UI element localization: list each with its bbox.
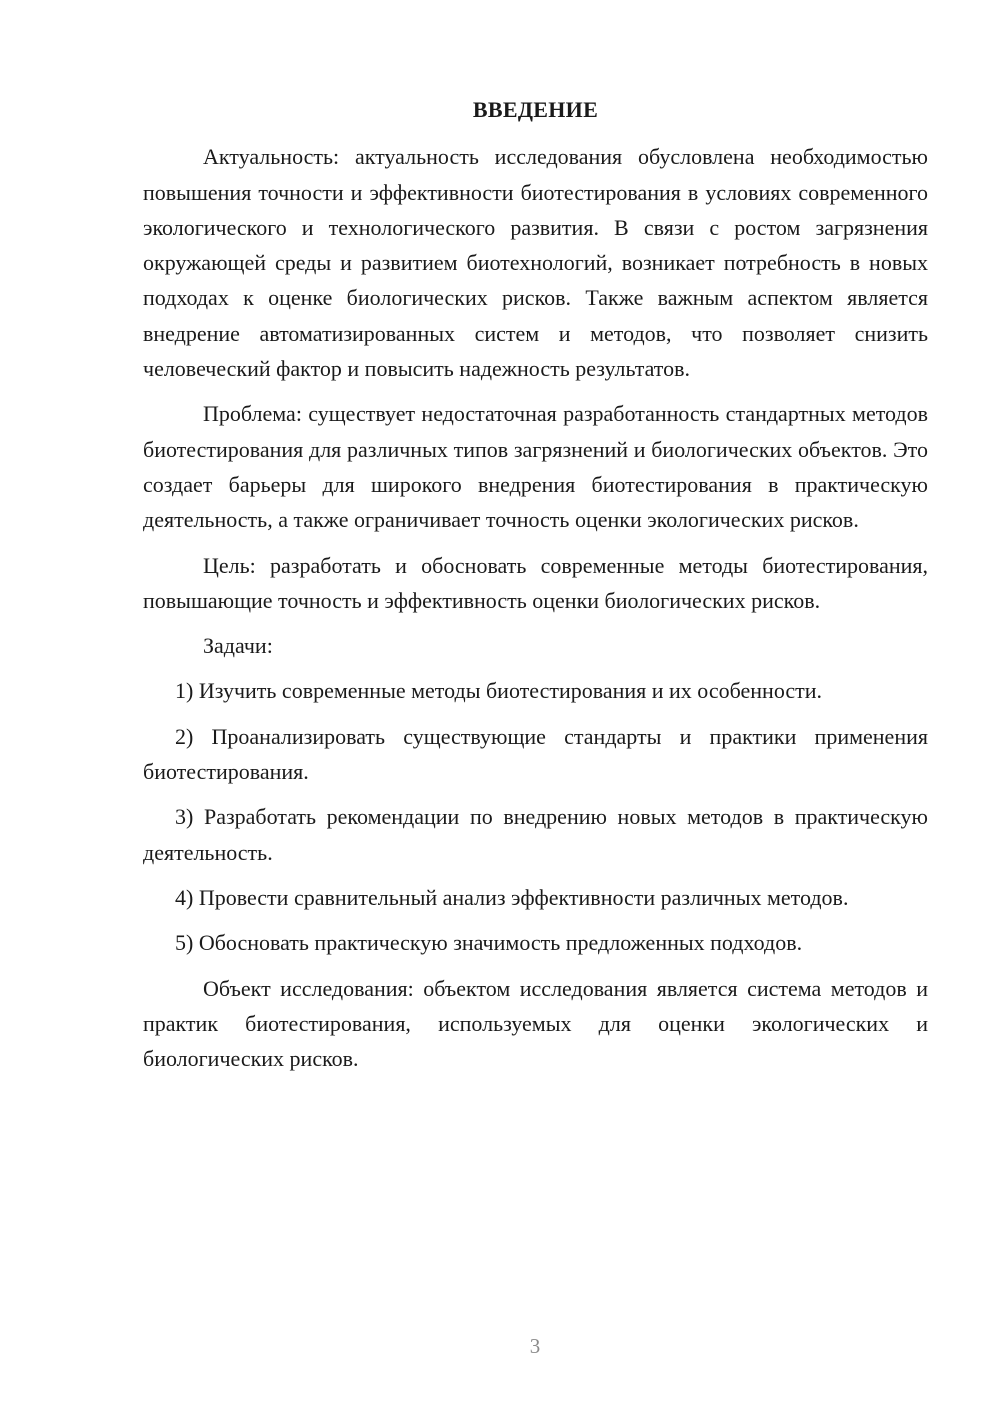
page-number: 3	[529, 1334, 541, 1358]
task-item: 5) Обосновать практическую значимость предложенных подходов.	[175, 930, 803, 956]
task-item: 4) Провести сравнительный анализ эффективности различных методов.	[175, 884, 849, 910]
task-item: 2) Проанализировать существующие стандарты и практики применения биотестирования.	[143, 723, 928, 785]
task-item: 1) Изучить современные методы биотестирования и их особенности.	[175, 678, 823, 704]
goal-paragraph: Цель: разработать и обосновать современные методы биотестирования, повышающие точность и эффективность оценки биологических рисков.	[143, 552, 928, 613]
relevance-paragraph: Актуальность: актуальность исследования обусловлена необходимостью повышения точности и эффективности биотестирования в условиях современного экологического и технологического развития. В связи с ростом загрязнения окружающей среды и развитием биотехнологий, возникает потребность в новых подходах к оценке биологических рисков. Также важным аспектом является внедрение автоматизированных систем и методов, что позволяет снизить человеческий фактор и повысить надежность результатов.	[143, 144, 928, 382]
page-content	[143, 92, 928, 1086]
tasks-heading: Задачи:	[203, 633, 273, 659]
problem-paragraph: Проблема: существует недостаточная разработанность стандартных методов биотестирования для различных типов загрязнений и биологических объектов. Это создает барьеры для широкого внедрения биотестирования в практическую деятельность, а также ограничивает точность оценки экологических рисков.	[143, 401, 928, 533]
task-item: 3) Разработать рекомендации по внедрению новых методов в практическую деятельность.	[143, 804, 928, 865]
section-title: ВВЕДЕНИЕ	[472, 97, 599, 122]
object-paragraph: Объект исследования: объектом исследования является система методов и практик биотестирования, используемых для оценки экологических и биологических рисков.	[143, 975, 928, 1072]
